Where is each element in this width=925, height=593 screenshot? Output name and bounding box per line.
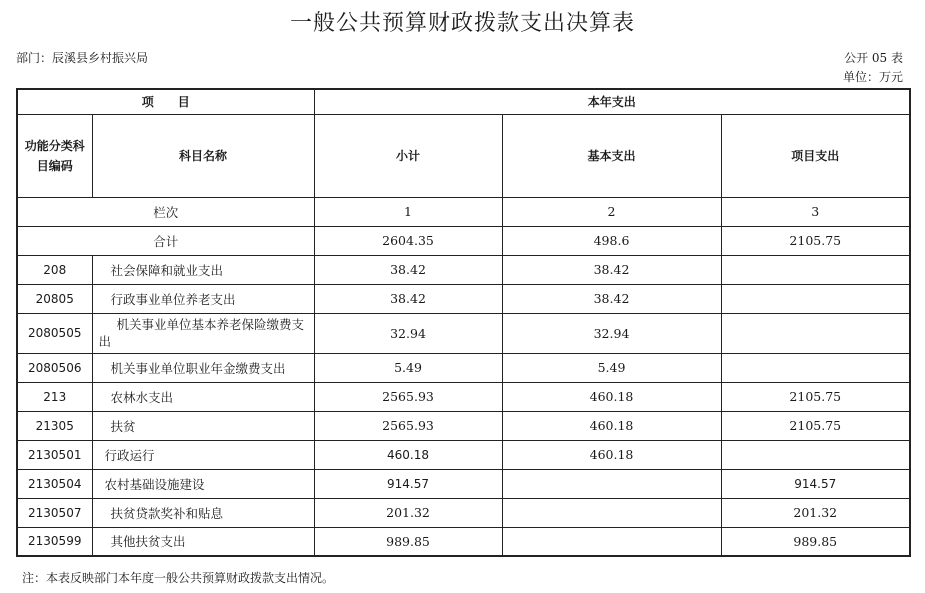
header-subject-name: 科目名称 <box>92 114 314 197</box>
row-code: 213 <box>17 382 92 411</box>
header-item: 项 目 <box>17 89 314 114</box>
row-name: 扶贫 <box>92 411 314 440</box>
row-basic: 32.94 <box>502 313 721 353</box>
header-current-year: 本年支出 <box>314 89 910 114</box>
row-basic: 460.18 <box>502 382 721 411</box>
row-name: 行政运行 <box>92 440 314 469</box>
column-index-3: 3 <box>721 197 910 226</box>
row-subtotal: 914.57 <box>314 469 502 498</box>
row-code: 2130599 <box>17 527 92 556</box>
row-subtotal: 38.42 <box>314 284 502 313</box>
row-basic: 5.49 <box>502 353 721 382</box>
row-basic: 460.18 <box>502 411 721 440</box>
table-row <box>17 382 910 411</box>
row-basic: 38.42 <box>502 284 721 313</box>
header-basic: 基本支出 <box>502 114 721 197</box>
page-title: 一般公共预算财政拨款支出决算表 <box>289 11 635 36</box>
table-row <box>17 498 910 527</box>
row-basic <box>502 527 721 556</box>
row-subtotal: 5.49 <box>314 353 502 382</box>
row-code: 21305 <box>17 411 92 440</box>
row-code: 2130507 <box>17 498 92 527</box>
form-code: 公开 05 表 <box>844 51 903 65</box>
table-row <box>17 353 910 382</box>
table-row <box>17 284 910 313</box>
row-code: 208 <box>17 255 92 284</box>
header-func-code: 功能分类科目编码 <box>17 114 92 197</box>
table-row <box>17 527 910 556</box>
table-row <box>17 440 910 469</box>
row-project <box>721 313 910 353</box>
table-row <box>17 313 910 353</box>
row-name: 农村基础设施建设 <box>92 469 314 498</box>
row-project: 989.85 <box>721 527 910 556</box>
row-code: 20805 <box>17 284 92 313</box>
row-name: 扶贫贷款奖补和贴息 <box>92 498 314 527</box>
row-subtotal: 460.18 <box>314 440 502 469</box>
row-name: 农林水支出 <box>92 382 314 411</box>
expenditure-table <box>16 88 911 557</box>
row-subtotal: 38.42 <box>314 255 502 284</box>
row-code: 2080505 <box>17 313 92 353</box>
row-basic <box>502 498 721 527</box>
row-project: 2105.75 <box>721 411 910 440</box>
row-name: 其他扶贫支出 <box>92 527 314 556</box>
unit-label: 单位：万元 <box>842 70 903 84</box>
row-code: 2130504 <box>17 469 92 498</box>
department-label: 部门：辰溪县乡村振兴局 <box>16 51 149 65</box>
table-row <box>17 411 910 440</box>
row-project <box>721 284 910 313</box>
row-subtotal: 989.85 <box>314 527 502 556</box>
row-name: 机关事业单位基本养老保险缴费支出 <box>92 313 314 353</box>
footnote: 注：本表反映部门本年度一般公共预算财政拨款支出情况。 <box>22 571 335 585</box>
row-subtotal: 2565.93 <box>314 382 502 411</box>
row-project <box>721 440 910 469</box>
column-index-label: 栏次 <box>17 197 314 226</box>
column-index-1: 1 <box>314 197 502 226</box>
row-basic <box>502 469 721 498</box>
row-name: 社会保障和就业支出 <box>92 255 314 284</box>
total-project: 2105.75 <box>721 226 910 255</box>
row-project <box>721 255 910 284</box>
total-basic: 498.6 <box>502 226 721 255</box>
row-project: 914.57 <box>721 469 910 498</box>
row-subtotal: 2565.93 <box>314 411 502 440</box>
header-subtotal: 小计 <box>314 114 502 197</box>
header-project: 项目支出 <box>721 114 910 197</box>
row-code: 2130501 <box>17 440 92 469</box>
row-name: 行政事业单位养老支出 <box>92 284 314 313</box>
total-subtotal: 2604.35 <box>314 226 502 255</box>
row-basic: 38.42 <box>502 255 721 284</box>
table-row <box>17 255 910 284</box>
row-subtotal: 201.32 <box>314 498 502 527</box>
row-name: 机关事业单位职业年金缴费支出 <box>92 353 314 382</box>
row-project <box>721 353 910 382</box>
row-project: 201.32 <box>721 498 910 527</box>
total-label: 合计 <box>17 226 314 255</box>
table-row <box>17 469 910 498</box>
row-subtotal: 32.94 <box>314 313 502 353</box>
column-index-2: 2 <box>502 197 721 226</box>
row-code: 2080506 <box>17 353 92 382</box>
row-project: 2105.75 <box>721 382 910 411</box>
row-basic: 460.18 <box>502 440 721 469</box>
